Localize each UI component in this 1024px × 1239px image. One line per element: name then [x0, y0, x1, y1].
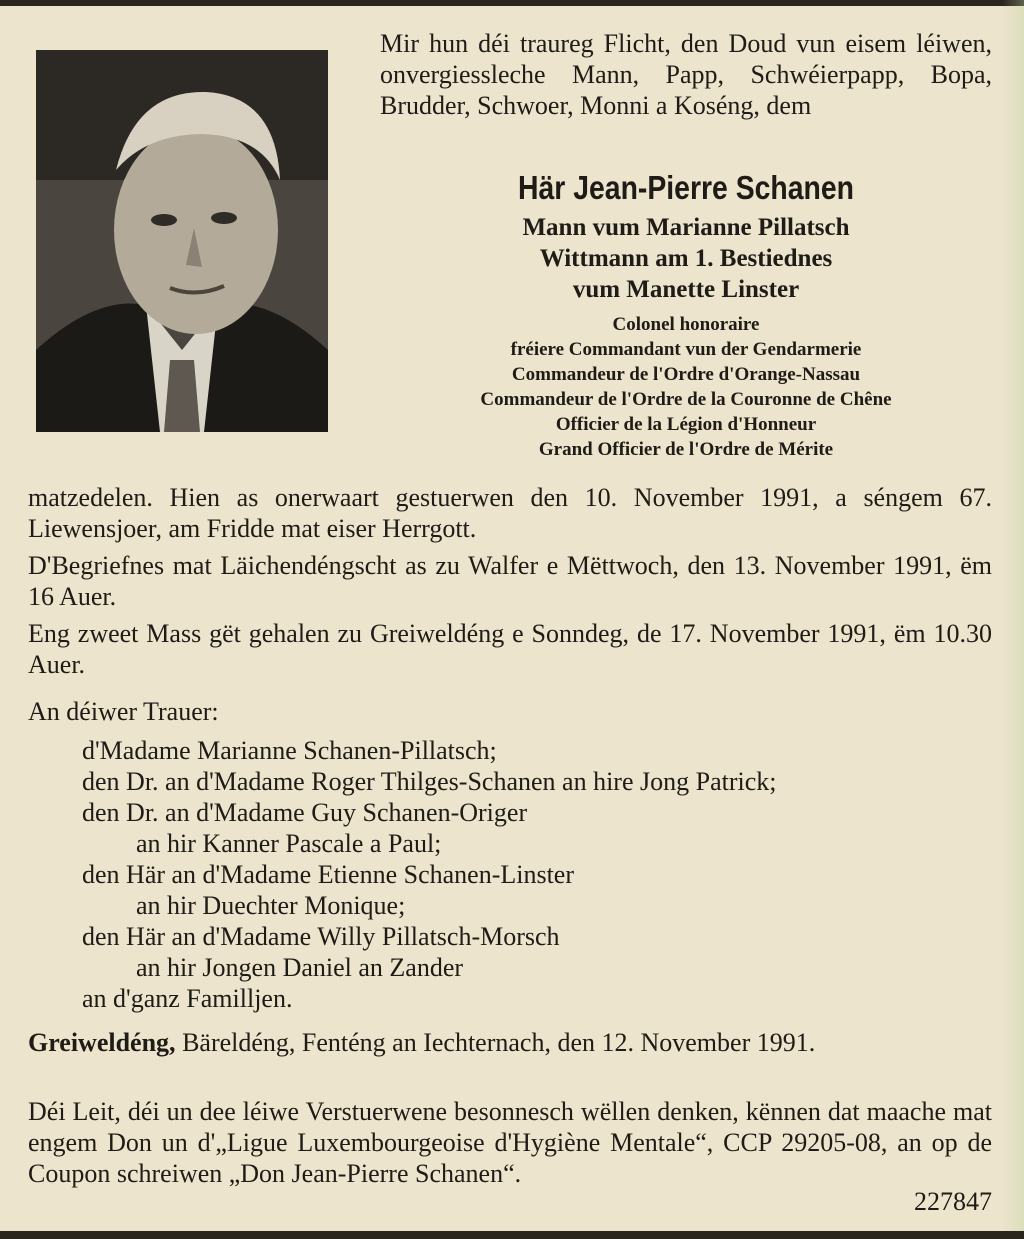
- top-rule: [0, 0, 1024, 6]
- title-line: Commandeur de l'Ordre d'Orange-Nassau: [511, 364, 861, 385]
- mourner-line: an hir Jongen Daniel an Zander: [136, 953, 464, 982]
- mourners-title: An déiwer Trauer:: [28, 697, 219, 726]
- mourner-line: den Här an d'Madame Etienne Schanen-Linster: [82, 860, 574, 889]
- relation-line: Wittmann am 1. Bestiednes: [539, 245, 833, 272]
- deceased-name: Här Jean-Pierre Schanen: [518, 169, 854, 206]
- intro-text: Mir hun déi traureg Flicht, den Doud vun eisem léiwen, onvergiessleche Mann, Papp, Schwéierpapp, Bopa, Brudder, Schwoer, Monni a Koséng, dem: [380, 29, 992, 120]
- portrait-illustration: [36, 50, 328, 432]
- mourner-line: den Här an d'Madame Willy Pillatsch-Morsch: [82, 922, 560, 951]
- mourner-line: d'Madame Marianne Schanen-Pillatsch;: [82, 736, 497, 765]
- title-line: Commandeur de l'Ordre de la Couronne de Chêne: [480, 389, 892, 410]
- mourner-line: an hir Duechter Monique;: [136, 891, 406, 920]
- burial-paragraph: D'Begriefnes mat Läichendéngscht as zu Walfer e Mëttwoch, den 13. November 1991, ëm 16 Auer.: [28, 551, 992, 611]
- place-lead: Greiweldéng,: [28, 1028, 176, 1057]
- reference-number: 227847: [914, 1187, 992, 1216]
- title-line: Officier de la Légion d'Honneur: [555, 414, 817, 435]
- place-date-paragraph: [28, 1027, 992, 1058]
- adjacent-page-edge: [1002, 0, 1024, 1239]
- bottom-rule: [0, 1231, 1024, 1239]
- mourner-line: den Dr. an d'Madame Guy Schanen-Origer: [82, 798, 528, 827]
- place-rest: Bäreldéng, Fenténg an Iechternach, den 12. November 1991.: [175, 1028, 816, 1057]
- title-line: fréiere Commandant vun der Gendarmerie: [510, 339, 862, 360]
- mourner-line: an d'ganz Familljen.: [82, 984, 293, 1013]
- relation-line: vum Manette Linster: [572, 276, 800, 303]
- title-line: Colonel honoraire: [612, 314, 760, 335]
- portrait-photo: [36, 50, 328, 432]
- relation-line: Mann vum Marianne Pillatsch: [522, 214, 850, 241]
- donation-paragraph: Déi Leit, déi un dee léiwe Verstuerwene besonnesch wëllen denken, kënnen dat maache mat engem Don un d'„Ligue Luxembourgeoise d'Hygiène Mentale“, CCP 29205-08, an op de Coupon schreiwen „Don Jean-Pierre Schanen“.: [28, 1097, 992, 1188]
- mass-paragraph: Eng zweet Mass gët gehalen zu Greiweldéng e Sonndeg, de 17. November 1991, ëm 10.30 Auer.: [28, 619, 992, 679]
- mourner-line: an hir Kanner Pascale a Paul;: [136, 829, 442, 858]
- title-line: Grand Officier de l'Ordre de Mérite: [538, 439, 834, 460]
- death-paragraph: matzedelen. Hien as onerwaart gestuerwen den 10. November 1991, a séngem 67. Liewensjoer, am Fridde mat eiser Herrgott.: [28, 483, 992, 543]
- mourner-line: den Dr. an d'Madame Roger Thilges-Schanen an hire Jong Patrick;: [82, 767, 777, 796]
